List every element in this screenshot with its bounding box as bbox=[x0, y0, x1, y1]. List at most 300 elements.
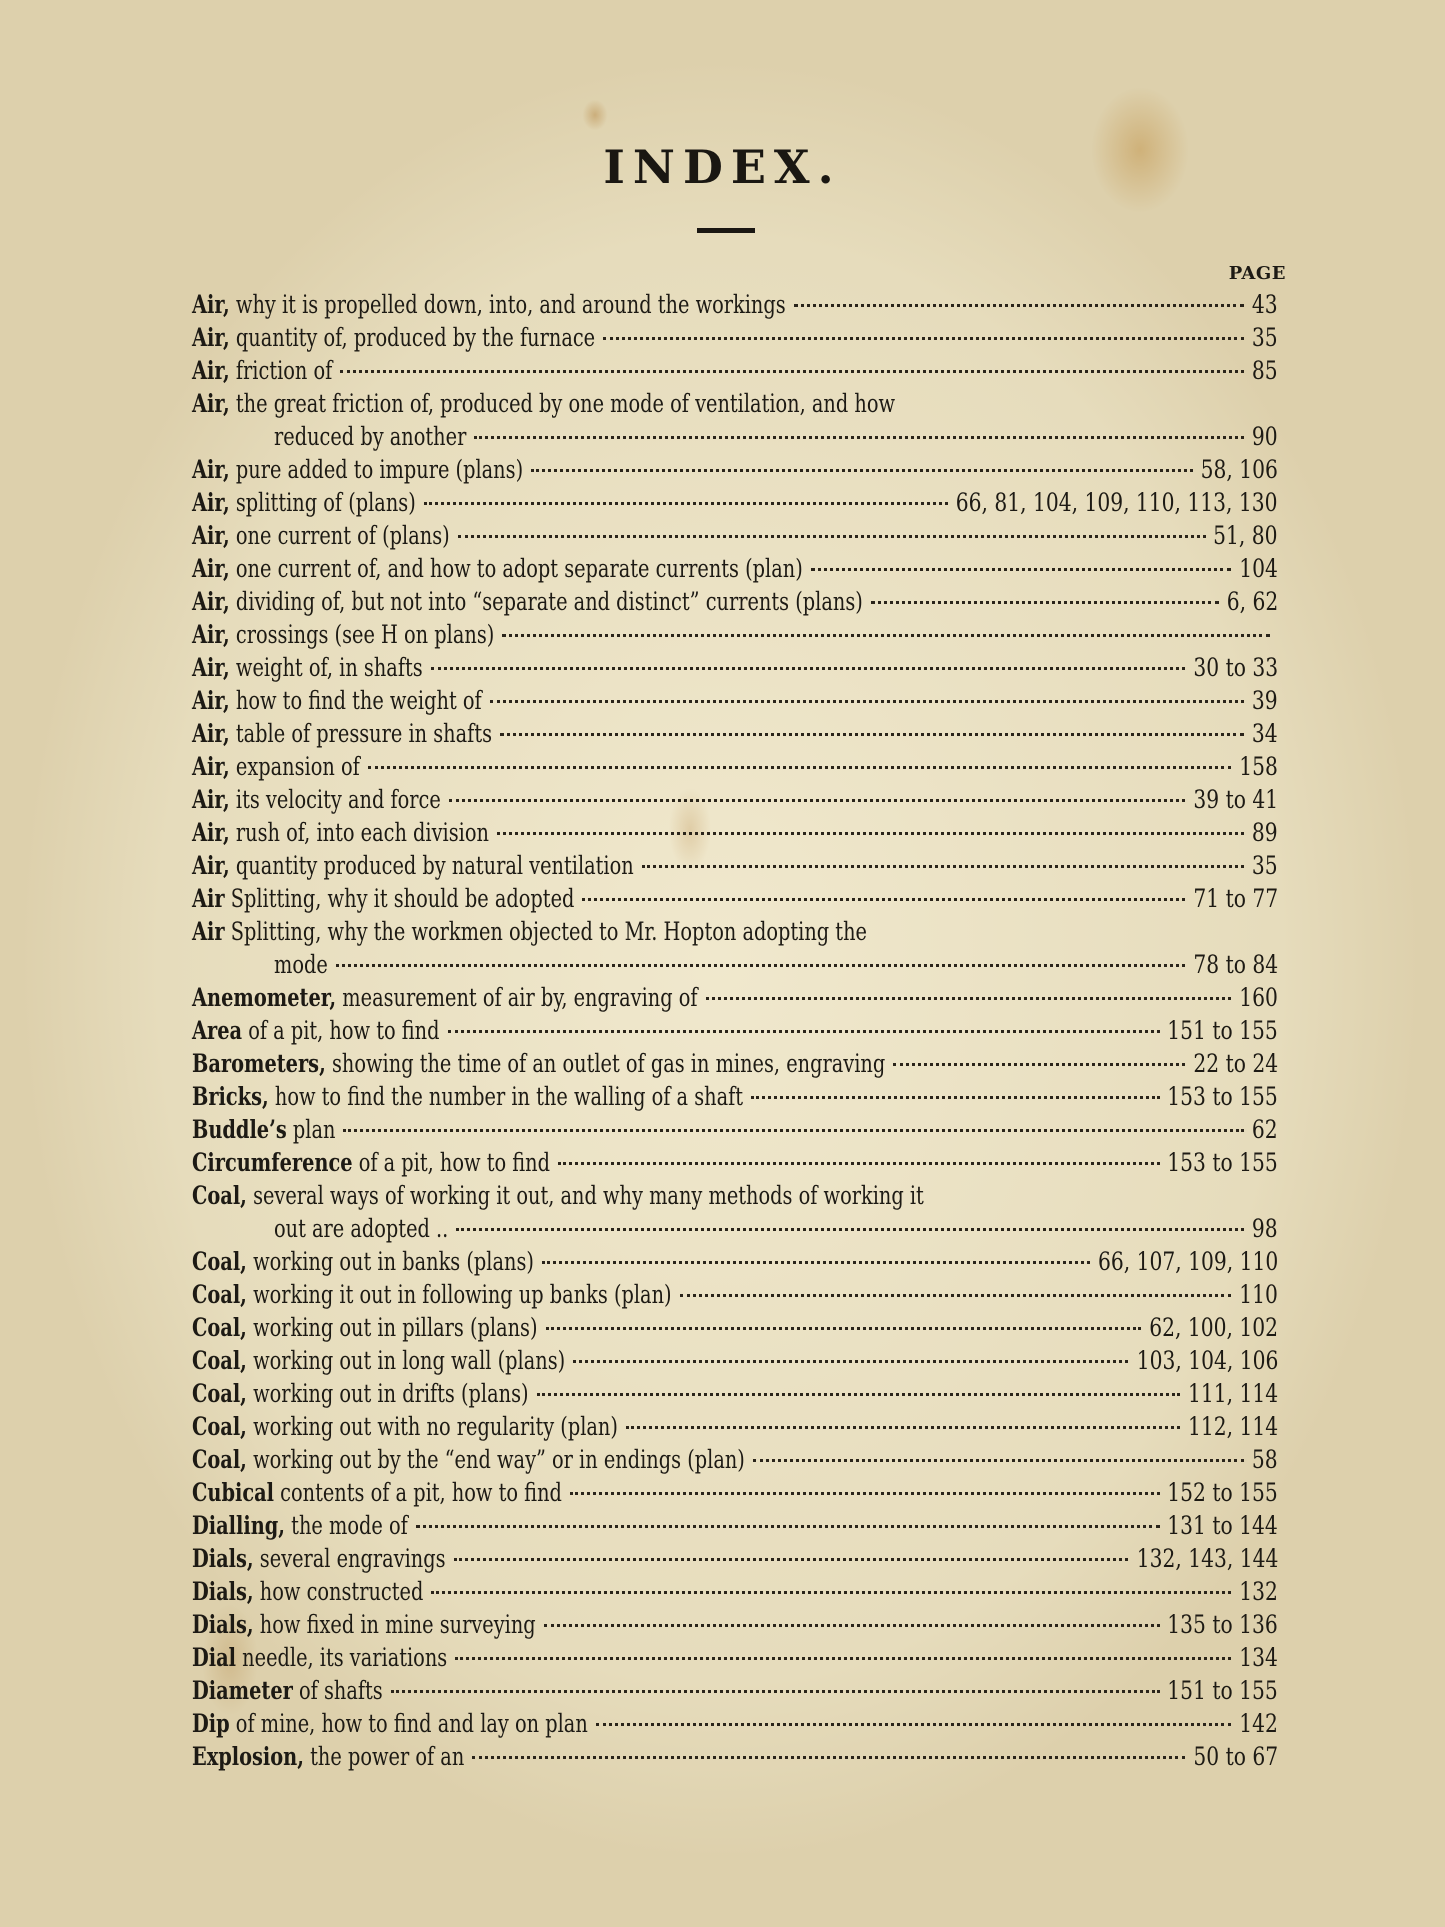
entry-heading: Cubical bbox=[192, 1478, 275, 1507]
entry-topic bbox=[192, 387, 895, 420]
entry-heading: Explosion, bbox=[192, 1742, 304, 1771]
entry-heading: Air, bbox=[192, 587, 230, 616]
entry-topic bbox=[192, 321, 595, 354]
index-entry bbox=[192, 948, 1278, 981]
entry-topic bbox=[192, 1443, 745, 1476]
entry-pages bbox=[1193, 948, 1278, 981]
entry-pages bbox=[1227, 585, 1278, 618]
entry-text: several ways of working it out, and why many methods of working it bbox=[253, 1181, 924, 1210]
entry-topic bbox=[192, 882, 574, 915]
entry-heading: Air, bbox=[192, 818, 230, 847]
dot-leader bbox=[537, 1393, 1180, 1396]
entry-topic bbox=[192, 717, 492, 750]
page-numbers: 142 bbox=[1239, 1709, 1278, 1738]
entry-topic bbox=[192, 1740, 464, 1773]
entry-pages bbox=[1252, 1443, 1278, 1476]
entry-pages bbox=[1252, 849, 1278, 882]
entry-text: weight of, in shafts bbox=[235, 653, 423, 682]
entry-text: why it is propelled down, into, and around the workings bbox=[235, 290, 786, 319]
entry-topic bbox=[274, 420, 466, 453]
entry-pages bbox=[1193, 1047, 1278, 1080]
entry-text: dividing of, but not into “separate and distinct” currents (plans) bbox=[235, 587, 863, 616]
entry-heading: Coal, bbox=[192, 1313, 247, 1342]
page-numbers: 160 bbox=[1239, 983, 1278, 1012]
entry-text: plan bbox=[292, 1115, 336, 1144]
entry-pages bbox=[956, 486, 1278, 519]
page-numbers: 151 to 155 bbox=[1167, 1676, 1278, 1705]
entry-heading: Dial bbox=[192, 1643, 237, 1672]
entry-pages bbox=[1168, 1146, 1278, 1179]
dot-leader bbox=[454, 1558, 1129, 1561]
entry-heading: Air bbox=[192, 917, 225, 946]
dot-leader bbox=[603, 337, 1244, 340]
entry-text: working out by the “end way” or in endings (plan) bbox=[253, 1445, 745, 1474]
entry-pages bbox=[1188, 1377, 1278, 1410]
index-entry bbox=[192, 453, 1278, 486]
index-entry bbox=[192, 1113, 1278, 1146]
entry-topic bbox=[192, 1509, 408, 1542]
entry-topic bbox=[192, 1278, 672, 1311]
entry-topic bbox=[192, 1113, 335, 1146]
page-title: INDEX. bbox=[603, 140, 842, 194]
entry-text: crossings (see H on plans) bbox=[235, 620, 495, 649]
entry-text: the great friction of, produced by one mode of ventilation, and how bbox=[235, 389, 896, 418]
entry-text: how to find the weight of bbox=[235, 686, 482, 715]
entry-pages bbox=[1252, 1113, 1278, 1146]
index-entry bbox=[192, 1377, 1278, 1410]
entry-heading: Coal, bbox=[192, 1346, 247, 1375]
entry-topic bbox=[192, 849, 634, 882]
page-numbers: 90 bbox=[1252, 422, 1278, 451]
page-numbers: 111, 114 bbox=[1187, 1379, 1278, 1408]
dot-leader bbox=[424, 502, 948, 505]
page-numbers: 78 to 84 bbox=[1193, 950, 1278, 979]
entry-pages bbox=[1252, 684, 1278, 717]
entry-pages bbox=[1136, 1542, 1278, 1575]
entry-heading: Dials, bbox=[192, 1610, 254, 1639]
page-numbers: 66, 107, 109, 110 bbox=[1097, 1247, 1278, 1276]
entry-topic bbox=[192, 1410, 618, 1443]
dot-leader bbox=[811, 568, 1232, 571]
entry-pages bbox=[1193, 651, 1278, 684]
page-numbers: 103, 104, 106 bbox=[1136, 1346, 1278, 1375]
entry-topic bbox=[192, 1707, 588, 1740]
index-entry bbox=[192, 420, 1278, 453]
page-numbers: 153 to 155 bbox=[1167, 1148, 1278, 1177]
entry-heading: Dials, bbox=[192, 1577, 254, 1606]
entry-pages bbox=[1239, 552, 1278, 585]
entry-text: reduced by another bbox=[274, 422, 467, 451]
entry-topic bbox=[192, 1311, 538, 1344]
entry-text: of shafts bbox=[299, 1676, 383, 1705]
entry-text: working out in pillars (plans) bbox=[253, 1313, 538, 1342]
entry-heading: Air, bbox=[192, 620, 230, 649]
page-numbers: 22 to 24 bbox=[1193, 1049, 1278, 1078]
entry-pages bbox=[1188, 1410, 1278, 1443]
page-numbers: 134 bbox=[1239, 1643, 1278, 1672]
entry-topic bbox=[192, 1608, 536, 1641]
index-entry bbox=[192, 1245, 1278, 1278]
entry-heading: Coal, bbox=[192, 1379, 247, 1408]
page-numbers: 51, 80 bbox=[1213, 521, 1278, 550]
dot-leader bbox=[343, 1129, 1244, 1132]
dot-leader bbox=[456, 1228, 1244, 1231]
entry-pages bbox=[1252, 717, 1278, 750]
entry-heading: Air, bbox=[192, 653, 230, 682]
entry-text: working out in long wall (plans) bbox=[253, 1346, 566, 1375]
entry-pages bbox=[1252, 420, 1278, 453]
dot-leader bbox=[596, 1723, 1232, 1726]
entry-heading: Coal, bbox=[192, 1280, 247, 1309]
entry-heading: Area bbox=[192, 1016, 243, 1045]
entry-text: one current of (plans) bbox=[235, 521, 450, 550]
entry-heading: Coal, bbox=[192, 1247, 247, 1276]
index-entry bbox=[192, 387, 1278, 420]
page-numbers: 35 bbox=[1252, 323, 1278, 352]
entry-text: needle, its variations bbox=[242, 1643, 448, 1672]
dot-leader bbox=[542, 1261, 1090, 1264]
entry-pages bbox=[1239, 1278, 1278, 1311]
dot-leader bbox=[431, 1591, 1231, 1594]
entry-topic bbox=[192, 981, 698, 1014]
entry-text: Splitting, why the workmen objected to Mr. Hopton adopting the bbox=[230, 917, 867, 946]
entry-topic bbox=[192, 585, 863, 618]
page-numbers: 152 to 155 bbox=[1167, 1478, 1278, 1507]
entry-text: working out in banks (plans) bbox=[253, 1247, 534, 1276]
dot-leader bbox=[455, 1657, 1231, 1660]
index-entry bbox=[192, 1443, 1278, 1476]
entry-topic bbox=[192, 1179, 924, 1212]
dot-leader bbox=[458, 535, 1206, 538]
entry-topic bbox=[192, 1245, 534, 1278]
entry-heading: Dials, bbox=[192, 1544, 254, 1573]
entry-topic bbox=[192, 684, 482, 717]
index-entry bbox=[192, 684, 1278, 717]
entry-text: quantity of, produced by the furnace bbox=[235, 323, 596, 352]
entry-topic bbox=[192, 1344, 565, 1377]
page-numbers: 62 bbox=[1252, 1115, 1278, 1144]
dot-leader bbox=[340, 370, 1244, 373]
entry-text: friction of bbox=[235, 356, 333, 385]
page-numbers: 89 bbox=[1252, 818, 1278, 847]
entry-heading: Circumference bbox=[192, 1148, 353, 1177]
entry-text: of a pit, how to find bbox=[358, 1148, 551, 1177]
entry-heading: Air, bbox=[192, 488, 230, 517]
entry-topic bbox=[192, 453, 523, 486]
entry-heading: Dialling, bbox=[192, 1511, 286, 1540]
entry-heading: Air, bbox=[192, 719, 230, 748]
page-numbers: 50 to 67 bbox=[1193, 1742, 1278, 1771]
entry-topic bbox=[192, 1377, 529, 1410]
entry-topic bbox=[192, 552, 803, 585]
entry-pages bbox=[1252, 1212, 1278, 1245]
entry-pages bbox=[1239, 1707, 1278, 1740]
entry-text: mode bbox=[274, 950, 328, 979]
page-numbers: 30 to 33 bbox=[1193, 653, 1278, 682]
page-numbers: 104 bbox=[1239, 554, 1278, 583]
entry-text: working out with no regularity (plan) bbox=[253, 1412, 618, 1441]
entry-text: out are adopted .. bbox=[274, 1214, 449, 1243]
dot-leader bbox=[416, 1525, 1160, 1528]
entry-pages bbox=[1239, 981, 1278, 1014]
page-numbers: 110 bbox=[1239, 1280, 1278, 1309]
index-entry bbox=[192, 552, 1278, 585]
entry-heading: Air, bbox=[192, 290, 230, 319]
page-numbers: 71 to 77 bbox=[1193, 884, 1278, 913]
entry-topic bbox=[192, 1674, 383, 1707]
entry-text: pure added to impure (plans) bbox=[235, 455, 524, 484]
entry-topic bbox=[192, 651, 423, 684]
entry-topic bbox=[192, 1641, 447, 1674]
dot-leader bbox=[573, 1360, 1128, 1363]
entry-heading: Dip bbox=[192, 1709, 230, 1738]
index-entry bbox=[192, 1509, 1278, 1542]
entry-heading: Air, bbox=[192, 323, 230, 352]
entry-pages bbox=[1168, 1080, 1278, 1113]
entry-heading: Air, bbox=[192, 554, 230, 583]
index-entry bbox=[192, 1212, 1278, 1245]
entry-text: the mode of bbox=[291, 1511, 408, 1540]
page-column-header: PAGE bbox=[1228, 263, 1286, 284]
index-entry bbox=[192, 486, 1278, 519]
entry-text: how constructed bbox=[259, 1577, 424, 1606]
title-rule bbox=[697, 228, 755, 233]
entry-heading: Bricks, bbox=[192, 1082, 269, 1111]
entry-pages bbox=[1214, 519, 1278, 552]
entry-pages bbox=[1098, 1245, 1278, 1278]
entry-topic bbox=[192, 354, 332, 387]
dot-leader bbox=[500, 733, 1244, 736]
entry-pages bbox=[1193, 882, 1278, 915]
index-entry bbox=[192, 849, 1278, 882]
entry-text: quantity produced by natural ventilation bbox=[235, 851, 634, 880]
entry-topic bbox=[192, 1146, 550, 1179]
entry-heading: Air, bbox=[192, 455, 230, 484]
index-entry bbox=[192, 1476, 1278, 1509]
entry-text: how to find the number in the walling of a shaft bbox=[274, 1082, 744, 1111]
index-entry bbox=[192, 1575, 1278, 1608]
entry-heading: Air, bbox=[192, 389, 230, 418]
entry-heading: Air, bbox=[192, 356, 230, 385]
entry-pages bbox=[1149, 1311, 1278, 1344]
entry-topic bbox=[192, 486, 416, 519]
index-entry bbox=[192, 1344, 1278, 1377]
page-numbers: 158 bbox=[1239, 752, 1278, 781]
entry-text: working out in drifts (plans) bbox=[253, 1379, 529, 1408]
entry-topic bbox=[192, 519, 450, 552]
entry-topic bbox=[192, 1014, 440, 1047]
dot-leader bbox=[582, 898, 1185, 901]
index-entry bbox=[192, 1410, 1278, 1443]
entry-heading: Air, bbox=[192, 686, 230, 715]
entry-topic bbox=[192, 1080, 743, 1113]
page-numbers: 43 bbox=[1252, 290, 1278, 319]
index-entry bbox=[192, 1740, 1278, 1773]
entry-pages bbox=[1239, 750, 1278, 783]
entry-pages bbox=[1168, 1014, 1278, 1047]
entry-topic bbox=[192, 750, 360, 783]
dot-leader bbox=[502, 634, 1270, 637]
page-numbers: 62, 100, 102 bbox=[1149, 1313, 1278, 1342]
dot-leader bbox=[531, 469, 1193, 472]
page-numbers: 39 to 41 bbox=[1193, 785, 1278, 814]
entry-pages bbox=[1252, 288, 1278, 321]
dot-leader bbox=[431, 667, 1186, 670]
dot-leader bbox=[751, 1096, 1160, 1099]
index-entry bbox=[192, 1641, 1278, 1674]
index-entry bbox=[192, 981, 1278, 1014]
entry-pages bbox=[1168, 1674, 1278, 1707]
entry-pages bbox=[1252, 816, 1278, 849]
entry-text: its velocity and force bbox=[235, 785, 441, 814]
entry-topic bbox=[192, 816, 489, 849]
page-numbers: 132, 143, 144 bbox=[1136, 1544, 1278, 1573]
entry-text: measurement of air by, engraving of bbox=[342, 983, 698, 1012]
page-numbers: 34 bbox=[1252, 719, 1278, 748]
entry-text: splitting of (plans) bbox=[235, 488, 416, 517]
index-entry bbox=[192, 1080, 1278, 1113]
index-entry bbox=[192, 321, 1278, 354]
dot-leader bbox=[544, 1624, 1160, 1627]
index-entry bbox=[192, 288, 1278, 321]
entry-topic bbox=[192, 1575, 423, 1608]
entry-heading: Coal, bbox=[192, 1181, 247, 1210]
index-entry bbox=[192, 1278, 1278, 1311]
dot-leader bbox=[558, 1162, 1160, 1165]
entry-text: working it out in following up banks (plan) bbox=[253, 1280, 672, 1309]
entry-topic bbox=[274, 948, 328, 981]
page-numbers: 58, 106 bbox=[1200, 455, 1278, 484]
entry-topic bbox=[274, 1212, 448, 1245]
index-entry bbox=[192, 1311, 1278, 1344]
index-entry bbox=[192, 354, 1278, 387]
dot-leader bbox=[472, 1756, 1185, 1759]
entry-text: Splitting, why it should be adopted bbox=[230, 884, 575, 913]
page-numbers: 98 bbox=[1252, 1214, 1278, 1243]
page-numbers: 85 bbox=[1252, 356, 1278, 385]
page-numbers: 6, 62 bbox=[1226, 587, 1278, 616]
entry-heading: Coal, bbox=[192, 1412, 247, 1441]
index-entry bbox=[192, 1146, 1278, 1179]
page-numbers: 132 bbox=[1239, 1577, 1278, 1606]
index-entry bbox=[192, 1014, 1278, 1047]
index-entry bbox=[192, 618, 1278, 651]
dot-leader bbox=[871, 601, 1219, 604]
entry-pages bbox=[1252, 321, 1278, 354]
entry-pages bbox=[1239, 1575, 1278, 1608]
index-entry bbox=[192, 651, 1278, 684]
entry-topic bbox=[192, 1047, 885, 1080]
index-entry bbox=[192, 1674, 1278, 1707]
page-numbers: 58 bbox=[1252, 1445, 1278, 1474]
index-entry bbox=[192, 882, 1278, 915]
page-numbers: 35 bbox=[1252, 851, 1278, 880]
entry-pages bbox=[1193, 783, 1278, 816]
entry-heading: Air, bbox=[192, 785, 230, 814]
dot-leader bbox=[391, 1690, 1160, 1693]
dot-leader bbox=[448, 1030, 1160, 1033]
index-entry bbox=[192, 1542, 1278, 1575]
page-numbers: 131 to 144 bbox=[1167, 1511, 1278, 1540]
dot-leader bbox=[449, 799, 1186, 802]
entry-pages bbox=[1168, 1476, 1278, 1509]
entry-text: of a pit, how to find bbox=[248, 1016, 440, 1045]
entry-heading: Barometers, bbox=[192, 1049, 326, 1078]
index-entry bbox=[192, 816, 1278, 849]
index-entry bbox=[192, 717, 1278, 750]
entry-text: several engravings bbox=[259, 1544, 446, 1573]
entry-topic bbox=[192, 1476, 562, 1509]
entry-text: contents of a pit, how to find bbox=[280, 1478, 562, 1507]
index-entry bbox=[192, 783, 1278, 816]
dot-leader bbox=[753, 1459, 1244, 1462]
entry-heading: Air bbox=[192, 884, 225, 913]
index-list bbox=[192, 288, 1278, 1773]
entry-topic bbox=[192, 1542, 446, 1575]
dot-leader bbox=[490, 700, 1245, 703]
entry-heading: Anemometer, bbox=[192, 983, 337, 1012]
entry-text: the power of an bbox=[310, 1742, 465, 1771]
entry-heading: Air, bbox=[192, 752, 230, 781]
entry-pages bbox=[1193, 1740, 1278, 1773]
dot-leader bbox=[474, 436, 1244, 439]
dot-leader bbox=[642, 865, 1245, 868]
index-entry bbox=[192, 1047, 1278, 1080]
page-numbers: 151 to 155 bbox=[1167, 1016, 1278, 1045]
dot-leader bbox=[546, 1327, 1142, 1330]
dot-leader bbox=[680, 1294, 1232, 1297]
entry-text: table of pressure in shafts bbox=[235, 719, 493, 748]
entry-text: one current of, and how to adopt separate currents (plan) bbox=[235, 554, 803, 583]
index-entry bbox=[192, 1608, 1278, 1641]
dot-leader bbox=[706, 997, 1232, 1000]
entry-text: of mine, how to find and lay on plan bbox=[235, 1709, 588, 1738]
entry-pages bbox=[1168, 1509, 1278, 1542]
index-entry bbox=[192, 519, 1278, 552]
entry-text: showing the time of an outlet of gas in mines, engraving bbox=[331, 1049, 886, 1078]
dot-leader bbox=[794, 304, 1245, 307]
entry-pages bbox=[1239, 1641, 1278, 1674]
entry-pages bbox=[1201, 453, 1278, 486]
entry-heading: Buddle’s bbox=[192, 1115, 287, 1144]
index-entry bbox=[192, 585, 1278, 618]
dot-leader bbox=[893, 1063, 1185, 1066]
page-numbers: 66, 81, 104, 109, 110, 113, 130 bbox=[956, 488, 1278, 517]
entry-topic bbox=[192, 618, 494, 651]
entry-pages bbox=[1168, 1608, 1278, 1641]
index-entry bbox=[192, 750, 1278, 783]
entry-topic bbox=[192, 783, 441, 816]
entry-text: rush of, into each division bbox=[235, 818, 489, 847]
entry-topic bbox=[192, 288, 786, 321]
dot-leader bbox=[368, 766, 1232, 769]
dot-leader bbox=[626, 1426, 1180, 1429]
page-numbers: 39 bbox=[1252, 686, 1278, 715]
entry-heading: Air, bbox=[192, 851, 230, 880]
page-numbers: 112, 114 bbox=[1187, 1412, 1278, 1441]
entry-text: expansion of bbox=[235, 752, 360, 781]
page-numbers: 153 to 155 bbox=[1167, 1082, 1278, 1111]
dot-leader bbox=[570, 1492, 1160, 1495]
page-numbers: 135 to 136 bbox=[1167, 1610, 1278, 1639]
dot-leader bbox=[336, 964, 1186, 967]
index-entry bbox=[192, 1179, 1278, 1212]
entry-heading: Air, bbox=[192, 521, 230, 550]
entry-pages bbox=[1136, 1344, 1278, 1377]
dot-leader bbox=[497, 832, 1244, 835]
entry-heading: Coal, bbox=[192, 1445, 247, 1474]
entry-heading: Diameter bbox=[192, 1676, 293, 1705]
